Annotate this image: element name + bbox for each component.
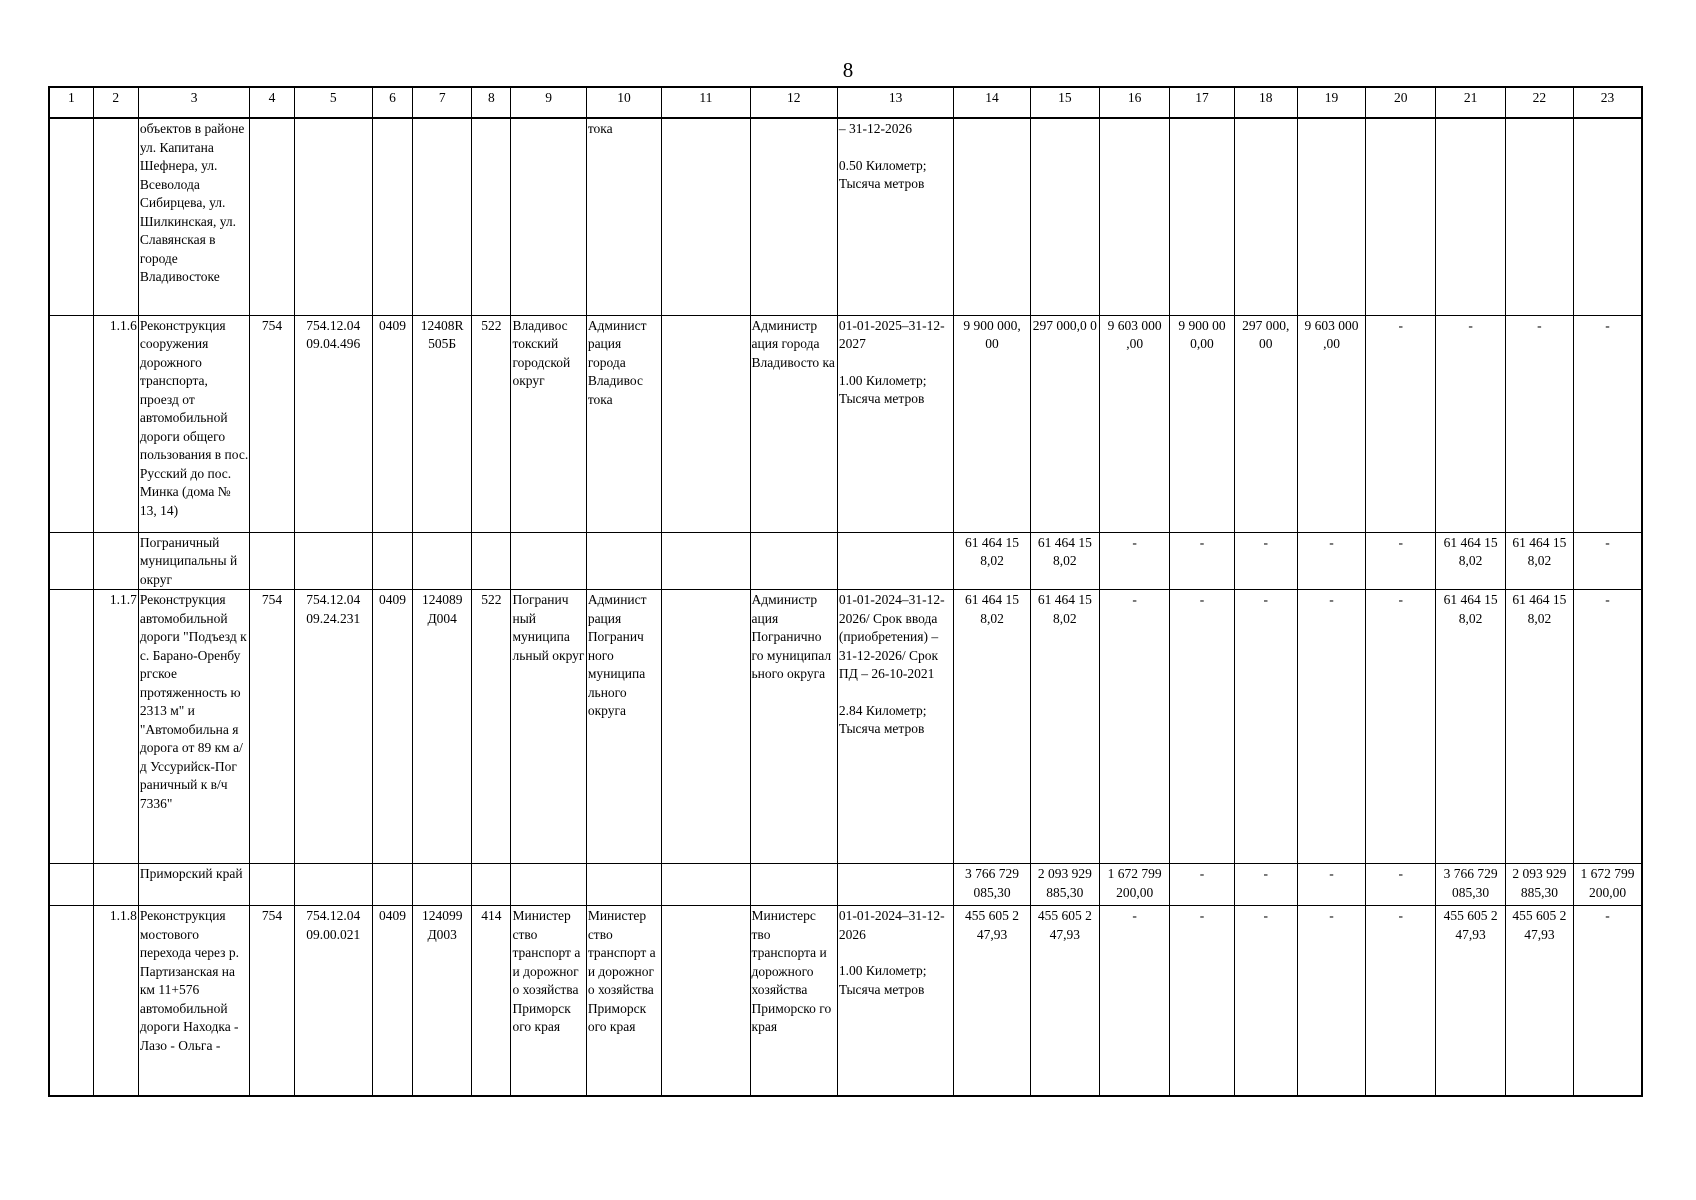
column-header-18: 18 [1234,87,1297,118]
measure-text: 1.00 Километр; Тысяча метров [838,963,927,997]
cell-col-8 [472,118,511,315]
column-header-22: 22 [1505,87,1573,118]
cell-col-7: 12408R 505Б [413,315,472,532]
cell-col-2 [93,532,138,590]
cell-col-20: - [1366,906,1436,1096]
cell-col-22: - [1505,315,1573,532]
measure-text: 2.84 Километр; Тысяча метров [838,702,927,736]
cell-col-10: Министер ство транспорт а и дорожног о хозяйства Приморск ого края [586,906,661,1096]
cell-col-6 [372,118,412,315]
cell-col-23: 1 672 799 200,00 [1574,864,1642,906]
cell-col-22: 2 093 929 885,30 [1505,864,1573,906]
cell-col-21: 61 464 15 8,02 [1436,532,1505,590]
table-row [49,864,1642,906]
cell-col-2: 1.1.6 [93,315,138,532]
column-header-12: 12 [750,87,837,118]
cell-col-11 [662,590,750,864]
table-row [49,118,1642,315]
cell-col-16: - [1100,906,1170,1096]
cell-col-23: - [1574,532,1642,590]
cell-col-10: Админист рация Погранич ного муниципа льного округа [586,590,661,864]
cell-col-3: Приморский край [138,864,249,906]
table-row [49,590,1642,864]
cell-col-2: 1.1.7 [93,590,138,864]
cell-col-15: 455 605 2 47,93 [1030,906,1099,1096]
column-header-4: 4 [250,87,294,118]
cell-col-1 [49,532,93,590]
cell-col-15 [1030,118,1099,315]
cell-col-19 [1297,118,1365,315]
cell-col-15: 2 093 929 885,30 [1030,864,1099,906]
header-row [49,87,1642,118]
column-header-15: 15 [1030,87,1099,118]
cell-col-8 [472,864,511,906]
cell-col-20: - [1366,590,1436,864]
cell-col-3: Реконструкция мостового перехода через р. Партизанская на км 11+576 автомобильной дороги Находка - Лазо - Ольга - [138,906,249,1096]
cell-col-9 [511,864,586,906]
cell-col-11 [662,315,750,532]
cell-col-6: 0409 [372,906,412,1096]
cell-col-5 [294,532,372,590]
column-header-11: 11 [662,87,750,118]
cell-col-8: 522 [472,315,511,532]
cell-col-13 [837,532,954,590]
cell-col-19: - [1297,590,1365,864]
cell-col-23 [1574,118,1642,315]
cell-col-18: - [1234,906,1297,1096]
cell-col-4 [250,118,294,315]
column-header-8: 8 [472,87,511,118]
cell-col-6 [372,532,412,590]
cell-col-21 [1436,118,1505,315]
cell-col-8 [472,532,511,590]
cell-col-5 [294,118,372,315]
cell-col-13 [837,118,954,315]
column-header-17: 17 [1170,87,1234,118]
cell-col-22: 61 464 15 8,02 [1505,590,1573,864]
column-header-20: 20 [1366,87,1436,118]
cell-col-14: 3 766 729 085,30 [954,864,1030,906]
cell-col-14 [954,118,1030,315]
table-row [49,532,1642,590]
cell-col-14: 61 464 15 8,02 [954,532,1030,590]
column-header-6: 6 [372,87,412,118]
cell-col-21: 3 766 729 085,30 [1436,864,1505,906]
cell-col-7: 124089 Д004 [413,590,472,864]
cell-col-2: 1.1.8 [93,906,138,1096]
cell-col-9 [511,118,586,315]
cell-col-4 [250,532,294,590]
cell-col-4: 754 [250,906,294,1096]
cell-col-8: 522 [472,590,511,864]
cell-col-16: 1 672 799 200,00 [1100,864,1170,906]
cell-col-16 [1100,118,1170,315]
cell-col-10 [586,532,661,590]
cell-col-7 [413,532,472,590]
cell-col-18: - [1234,590,1297,864]
cell-col-1 [49,906,93,1096]
column-header-3: 3 [138,87,249,118]
cell-col-15: 297 000,0 0 [1030,315,1099,532]
column-header-9: 9 [511,87,586,118]
cell-col-20: - [1366,532,1436,590]
cell-col-12 [750,532,837,590]
cell-col-14: 9 900 000, 00 [954,315,1030,532]
cell-col-14: 455 605 2 47,93 [954,906,1030,1096]
cell-col-5 [294,864,372,906]
cell-col-17: 9 900 00 0,00 [1170,315,1234,532]
table-header [49,87,1642,118]
budget-table [48,86,1643,1097]
cell-col-3: Реконструкция автомобильной дороги "Подъезд к с. Барано-Оренбу ргское протяженность ю 2313 м" и "Автомобильна я дорога от 89 км а/д Уссурийск-Пог раничный к в/ч 7336" [138,590,249,864]
term-text: 01-01-2024–31-12-2026 [838,908,945,942]
measure-text: 0.50 Километр; Тысяча метров [838,157,927,191]
cell-col-16: - [1100,590,1170,864]
cell-col-22: 455 605 2 47,93 [1505,906,1573,1096]
cell-col-17 [1170,118,1234,315]
cell-col-17: - [1170,532,1234,590]
column-header-2: 2 [93,87,138,118]
column-header-23: 23 [1574,87,1642,118]
cell-col-18: - [1234,532,1297,590]
page-number: 8 [842,58,854,82]
cell-col-10: Админист рация города Владивос тока [586,315,661,532]
column-header-10: 10 [586,87,661,118]
term-text: 01-01-2024–31-12-2026/ Срок ввода (приобретения) – 31-12-2026/ Срок ПД – 26-10-2021 [838,592,945,681]
cell-col-7 [413,118,472,315]
cell-col-6 [372,864,412,906]
spacer [839,139,953,157]
term-text: 01-01-2025–31-12-2027 [838,317,945,351]
column-header-7: 7 [413,87,472,118]
cell-col-1 [49,118,93,315]
cell-col-11 [662,864,750,906]
cell-col-2 [93,118,138,315]
cell-col-12: Администр ация Погранично го муниципал ьного округа [750,590,837,864]
cell-col-18 [1234,118,1297,315]
cell-col-19: 9 603 000 ,00 [1297,315,1365,532]
table-row [49,906,1642,1096]
cell-col-22 [1505,118,1573,315]
cell-col-16: - [1100,532,1170,590]
cell-col-10 [586,864,661,906]
cell-col-23: - [1574,906,1642,1096]
cell-col-11 [662,118,750,315]
cell-col-12 [750,864,837,906]
cell-col-5: 754.12.04 09.24.231 [294,590,372,864]
cell-col-9: Министер ство транспорт а и дорожног о хозяйства Приморск ого края [511,906,586,1096]
cell-col-3: Реконструкция сооружения дорожного транспорта, проезд от автомобильной дороги общего пользования в пос. Русский до пос. Минка (дома № 13, 14) [138,315,249,532]
column-header-19: 19 [1297,87,1365,118]
cell-col-3: объектов в районе ул. Капитана Шефнера, ул. Всеволода Сибирцева, ул. Шилкинская, ул. Славянская в городе Владивостоке [138,118,249,315]
cell-col-1 [49,590,93,864]
cell-col-13 [837,906,954,1096]
cell-col-21: 455 605 2 47,93 [1436,906,1505,1096]
cell-col-16: 9 603 000 ,00 [1100,315,1170,532]
cell-col-18: - [1234,864,1297,906]
cell-col-19: - [1297,906,1365,1096]
table-row [49,315,1642,532]
cell-col-9 [511,532,586,590]
cell-col-15: 61 464 15 8,02 [1030,532,1099,590]
spacer [839,354,953,372]
cell-col-20 [1366,118,1436,315]
cell-col-1 [49,864,93,906]
cell-col-12: Министерс тво транспорта и дорожного хозяйства Приморско го края [750,906,837,1096]
cell-col-18: 297 000, 00 [1234,315,1297,532]
cell-col-11 [662,532,750,590]
column-header-16: 16 [1100,87,1170,118]
cell-col-17: - [1170,906,1234,1096]
cell-col-5: 754.12.04 09.00.021 [294,906,372,1096]
term-text: – 31-12-2026 [838,121,913,136]
cell-col-15: 61 464 15 8,02 [1030,590,1099,864]
cell-col-1 [49,315,93,532]
spacer [839,944,953,962]
cell-col-13 [837,315,954,532]
cell-col-7 [413,864,472,906]
cell-col-21: - [1436,315,1505,532]
cell-col-19: - [1297,532,1365,590]
cell-col-22: 61 464 15 8,02 [1505,532,1573,590]
column-header-5: 5 [294,87,372,118]
cell-col-17: - [1170,590,1234,864]
cell-col-5: 754.12.04 09.04.496 [294,315,372,532]
cell-col-13 [837,864,954,906]
measure-text: 1.00 Километр; Тысяча метров [838,372,927,406]
cell-col-2 [93,864,138,906]
cell-col-9: Владивос токский городской округ [511,315,586,532]
cell-col-6: 0409 [372,315,412,532]
cell-col-4: 754 [250,590,294,864]
cell-col-17: - [1170,864,1234,906]
column-header-14: 14 [954,87,1030,118]
column-header-1: 1 [49,87,93,118]
cell-col-7: 124099 Д003 [413,906,472,1096]
table-body [49,118,1642,1096]
column-header-21: 21 [1436,87,1505,118]
cell-col-14: 61 464 15 8,02 [954,590,1030,864]
cell-col-12 [750,118,837,315]
cell-col-23: - [1574,590,1642,864]
column-header-13: 13 [837,87,954,118]
cell-col-6: 0409 [372,590,412,864]
cell-col-13 [837,590,954,864]
cell-col-3: Пограничный муниципальны й округ [138,532,249,590]
cell-col-19: - [1297,864,1365,906]
cell-col-4: 754 [250,315,294,532]
cell-col-12: Администр ация города Владивосто ка [750,315,837,532]
cell-col-10: тока [586,118,661,315]
cell-col-23: - [1574,315,1642,532]
cell-col-11 [662,906,750,1096]
cell-col-8: 414 [472,906,511,1096]
cell-col-20: - [1366,315,1436,532]
spacer [839,684,953,702]
cell-col-21: 61 464 15 8,02 [1436,590,1505,864]
cell-col-20: - [1366,864,1436,906]
cell-col-4 [250,864,294,906]
cell-col-9: Погранич ный муниципа льный округ [511,590,586,864]
